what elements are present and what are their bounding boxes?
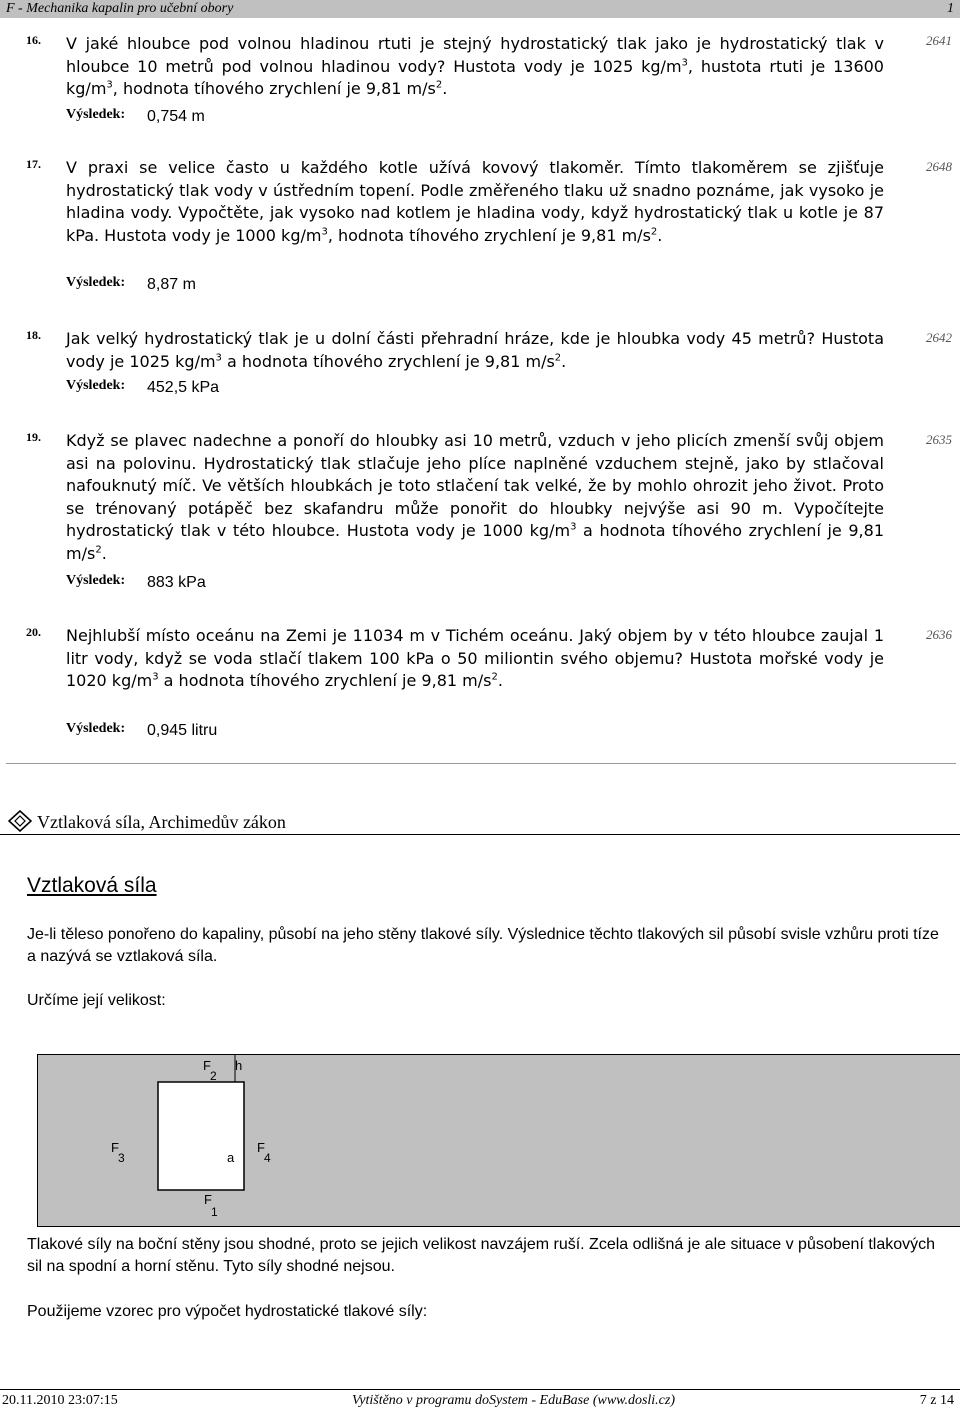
force-2-subscript: 2 — [210, 1069, 217, 1083]
result-value: 883 kPa — [147, 574, 206, 592]
paragraph-formula-intro: Použijeme vzorec pro výpočet hydrostatické tlakové síly: — [27, 1301, 947, 1323]
result — [66, 105, 125, 123]
problem-text: Jak velký hydrostatický tlak je u dolní části přehradní hráze, kde je hloubka vody 45 metrů? Hustota vody je 1025 $kg/m^3$ a hodnota tíhového zrychlení je 9,81 $m/s^2$. — [66, 328, 884, 373]
problem-id: 2635 — [926, 432, 952, 448]
problem-number: 16. — [26, 33, 41, 48]
result — [66, 273, 125, 291]
problem-text: Nejhlubší místo oceánu na Zemi je 11034 m v Tichém oceánu. Jaký objem by v této hloubce zaujal 1 litr vody, když se voda stlačí tlakem 100 kPa o 50 miliontin svého objemu? Hustota mořské vody je 1020 $kg/m^3$ a hodnota tíhového zrychlení je 9,81 $m/s^2$. — [66, 625, 884, 693]
result-value: 0,945 litru — [147, 722, 217, 740]
problem-id: 2642 — [926, 330, 952, 346]
problem-number: 19. — [26, 430, 41, 445]
page-marker: 1 — [947, 0, 954, 18]
force-4-label: F — [257, 1140, 265, 1155]
problem-text: Když se plavec nadechne a ponoří do hloubky asi 10 metrů, vzduch v jeho plicích zmenší svůj objem asi na polovinu. Hydrostatický tlak stlačuje jeho plíce naplněné vzduchem stejně, jako by stlačoval nafouknutý míč. Ve větších hloubkách je toto stlačení tak velké, že by mohlo ohrozit jeho život. Proto se trénovaný potápěč bez skafandru může ponořit do hloubky nejvýše asi 90 m. Vypočítejte hydrostatický tlak v této hloubce. Hustota vody je 1000 $kg/m^3$ a hodnota tíhového zrychlení je 9,81 $m/s^2$. — [66, 430, 884, 565]
problem-id: 2648 — [926, 159, 952, 175]
result — [66, 719, 125, 737]
result-label: Výsledek: — [66, 721, 125, 736]
problem-id: 2636 — [926, 627, 952, 643]
problem-number: 17. — [26, 157, 41, 172]
result — [66, 376, 125, 394]
problem-id: 2641 — [926, 33, 952, 49]
section-underline — [0, 834, 960, 835]
result-label: Výsledek: — [66, 275, 125, 290]
result-value: 8,87 m — [147, 276, 196, 294]
page-footer — [0, 1389, 960, 1410]
paragraph-magnitude: Určíme její velikost: — [27, 990, 947, 1012]
problem-number: 20. — [26, 625, 41, 640]
page-header — [0, 0, 960, 18]
result-value: 0,754 m — [147, 108, 205, 126]
force-2-label: F — [203, 1058, 211, 1073]
result-value: 452,5 kPa — [147, 379, 219, 397]
paragraph-intro: Je-li těleso ponořeno do kapaliny, působí na jeho stěny tlakové síly. Výslednice těchto tlakových sil působí svisle vzhůru proti tíze a nazývá se vztlaková síla. — [27, 924, 947, 968]
diamond-icon — [8, 810, 32, 832]
edge-label: a — [227, 1150, 235, 1165]
force-3-subscript: 3 — [118, 1151, 125, 1165]
result-label: Výsledek: — [66, 107, 125, 122]
topic-heading: Vztlaková síla — [27, 874, 157, 898]
force-4-subscript: 4 — [264, 1151, 271, 1165]
submerged-body — [158, 1082, 244, 1190]
result-label: Výsledek: — [66, 573, 125, 588]
paragraph-side-forces: Tlakové síly na boční stěny jsou shodné, proto se jejich velikost navzájem ruší. Zcela odlišná je ale situace v působení tlakových sil na spodní a horní stěnu. Tyto síly shodné nejsou. — [27, 1234, 947, 1278]
force-1-subscript: 1 — [211, 1205, 218, 1219]
footer-page: 7 z 14 — [920, 1392, 954, 1410]
divider — [6, 763, 956, 764]
force-3-label: F — [111, 1140, 119, 1155]
result — [66, 571, 125, 589]
problem-number: 18. — [26, 328, 41, 343]
depth-label: h — [235, 1058, 242, 1073]
document-title: F - Mechanika kapalin pro učební obory — [6, 0, 233, 18]
section-title: Vztlaková síla, Archimedův zákon — [37, 812, 286, 833]
force-1-label: F — [204, 1192, 212, 1207]
footer-printed: Vytištěno v programu doSystem - EduBase (www.dosli.cz) — [352, 1392, 675, 1410]
problem-text: V praxi se velice často u každého kotle užívá kovový tlakoměr. Tímto tlakoměrem se zjišťuje hydrostatický tlak vody v ústředním topení. Podle změřeného tlaku už snadno poznáme, jak vysoko je hladina vody. Vypočtěte, jak vysoko nad kotlem je hladina vody, když hydrostatický tlak u kotle je 87 kPa. Hustota vody je 1000 $kg/m^3$, hodnota tíhového zrychlení je 9,81 $m/s^2$. — [66, 157, 884, 247]
result-label: Výsledek: — [66, 378, 125, 393]
section-header — [0, 808, 960, 836]
footer-timestamp: 20.11.2010 23:07:15 — [2, 1392, 118, 1410]
problem-text: V jaké hloubce pod volnou hladinou rtuti je stejný hydrostatický tlak jako je hydrostatický tlak v hloubce 10 metrů pod volnou hladinou vody? Hustota vody je 1025 $kg/m^3$, hustota rtuti je 13600 $kg/m^3$, hodnota tíhového zrychlení je 9,81 $m/s^2$. — [66, 33, 884, 101]
buoyancy-figure — [37, 1054, 960, 1227]
